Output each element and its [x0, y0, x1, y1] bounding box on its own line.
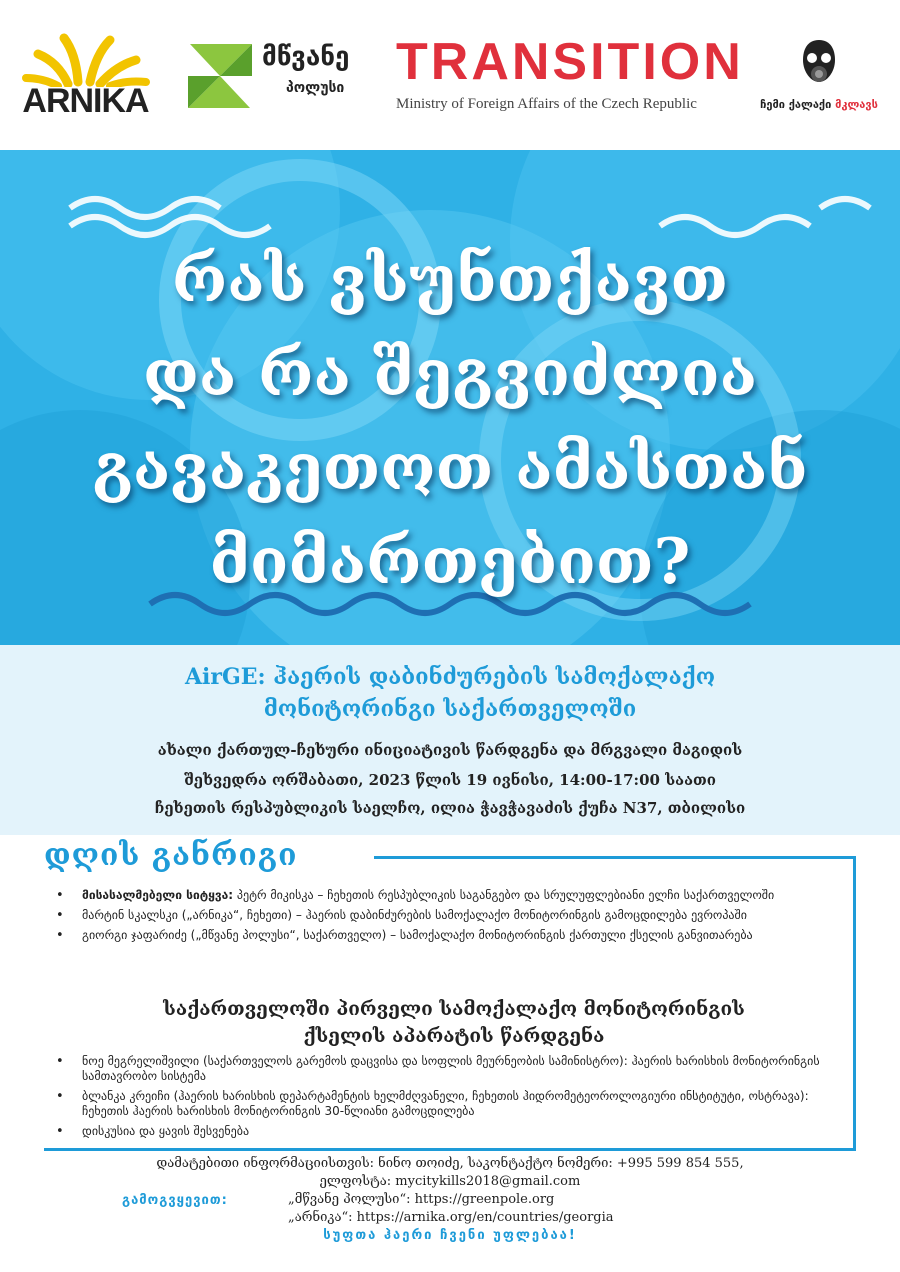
agenda-border-right — [853, 856, 856, 1151]
event-datetime: შეხვედრა ორშაბათი, 2023 წლის 19 ივნისი, 14:00-17:00 საათი — [184, 771, 716, 789]
agenda-item-text: მარტინ სკალსკი („არნიკა“, ჩეხეთი) – ჰაერის დაბინძურების სამოქალაქო მონიტორინგის გამოცდილება ევროპაში — [82, 908, 747, 922]
agenda-sub-heading-line: ქსელის აპარატის წარდგენა — [303, 1025, 605, 1047]
agenda-item-text: ნოე მეგრელიშვილი (საქართველოს გარემოს დაცვისა და სოფლის მეურნეობის სამინისტრო): ჰაერის ხარისხის მონიტორინგის სამთავრობო სისტემა — [82, 1054, 820, 1083]
greenpole-subtitle: პოლუსი — [286, 80, 345, 96]
event-info-band — [0, 645, 900, 835]
mycity-label-b: მკლავს — [835, 98, 878, 111]
mycity-label — [744, 98, 894, 111]
agenda-item — [54, 1089, 844, 1119]
hero-title-line: და რა შეგვიძლია — [142, 336, 758, 410]
hero-title-line: რას ვსუნთქავთ — [171, 242, 729, 316]
contact-info: დამატებითი ინფორმაციისთვის: ნინო თოიძე, საკონტაქტო ნომერი: +995 599 854 555, — [156, 1156, 744, 1171]
agenda-item-discussion — [54, 1124, 844, 1139]
mfa-czech-label: Ministry of Foreign Affairs of the Czech Republic — [396, 96, 697, 112]
agenda-item-bold: მისასალმებელი სიტყვა: — [82, 888, 234, 902]
agenda-item — [54, 908, 844, 923]
gas-mask-icon — [799, 38, 839, 90]
hero-title — [0, 232, 900, 608]
event-title-line: AirGE: ჰაერის დაბინძურების სამოქალაქო — [184, 664, 716, 690]
slogan: სუფთა ჰაერი ჩვენი უფლებაა! — [323, 1228, 577, 1243]
agenda-sub-heading — [84, 996, 824, 1050]
greenpole-emblem-icon — [180, 36, 260, 116]
hero-title-line: მიმართებით? — [209, 524, 691, 598]
arnika-wordmark: ARNIKA — [22, 82, 149, 120]
agenda-item-text: პეტრ მიკისკა – ჩეხეთის რესპუბლიკის საგანგებო და სრულუფლებიანი ელჩი საქართველოში — [233, 888, 775, 902]
agenda-border-top — [374, 856, 856, 859]
sun-icon — [18, 32, 153, 87]
greenpole-link[interactable]: „მწვანე პოლუსი“: https://greenpole.org — [288, 1192, 555, 1207]
agenda-list-a — [54, 888, 844, 948]
greenpole-title: მწვანე — [262, 42, 350, 72]
event-title-line: მონიტორინგი საქართველოში — [263, 696, 637, 722]
arnika-logo — [18, 32, 153, 122]
agenda-border-bottom — [44, 1148, 856, 1151]
contact-email[interactable]: ელფოსტა: mycitykills2018@gmail.com — [319, 1174, 581, 1189]
event-subtitle: ახალი ქართულ-ჩეხური ინიციატივის წარდგენა და მრგვალი მაგიდის — [157, 741, 743, 759]
arnika-link[interactable]: „არნიკა“: https://arnika.org/en/countries/georgia — [288, 1210, 614, 1225]
agenda-item-text: ბლანკა კრეიჩი (ჰაერის ხარისხის დეპარტამენტის ხელმძღვანელი, ჩეხეთის ჰიდრომეტეოროლოგიური ინსტიტუტი, ოსტრავა): ჩეხეთის ჰაერის ხარისხის მონიტორინგის 30-წლიანი გამოცდილება — [82, 1089, 809, 1118]
agenda-item — [54, 1054, 844, 1084]
agenda-sub-heading-line: საქართველოში პირველი სამოქალაქო მონიტორინგის — [163, 998, 745, 1020]
agenda-item — [54, 928, 844, 943]
agenda-list-b — [54, 1054, 844, 1144]
hero-banner — [0, 150, 900, 645]
agenda-item — [54, 888, 844, 903]
greenpole-logo — [180, 36, 370, 116]
organizers-label: გამოგვყევით: — [122, 1193, 228, 1208]
logo-bar — [0, 0, 900, 150]
agenda-box — [44, 856, 856, 1151]
transition-logo — [396, 33, 744, 124]
agenda-item-text: დისკუსია და ყავის შესვენება — [82, 1124, 250, 1138]
event-venue: ჩეხეთის რესპუბლიკის საელჩო, ილია ჭავჭავაძის ქუჩა N37, თბილისი — [154, 799, 746, 817]
transition-wordmark: TRANSITION — [396, 33, 744, 91]
agenda-heading: დღის განრიგი — [44, 838, 298, 873]
hero-title-line: გავაკეთოთ ამასთან — [92, 430, 808, 504]
event-title — [40, 661, 860, 725]
agenda-item-text: გიორგი ჯაფარიძე („მწვანე პოლუსი“, საქართველო) – სამოქალაქო მონიტორინგის ქართული ქსელის განვითარება — [82, 928, 753, 942]
mycity-logo — [744, 38, 894, 118]
mycity-label-a: ჩემი ქალაქი — [760, 98, 836, 111]
